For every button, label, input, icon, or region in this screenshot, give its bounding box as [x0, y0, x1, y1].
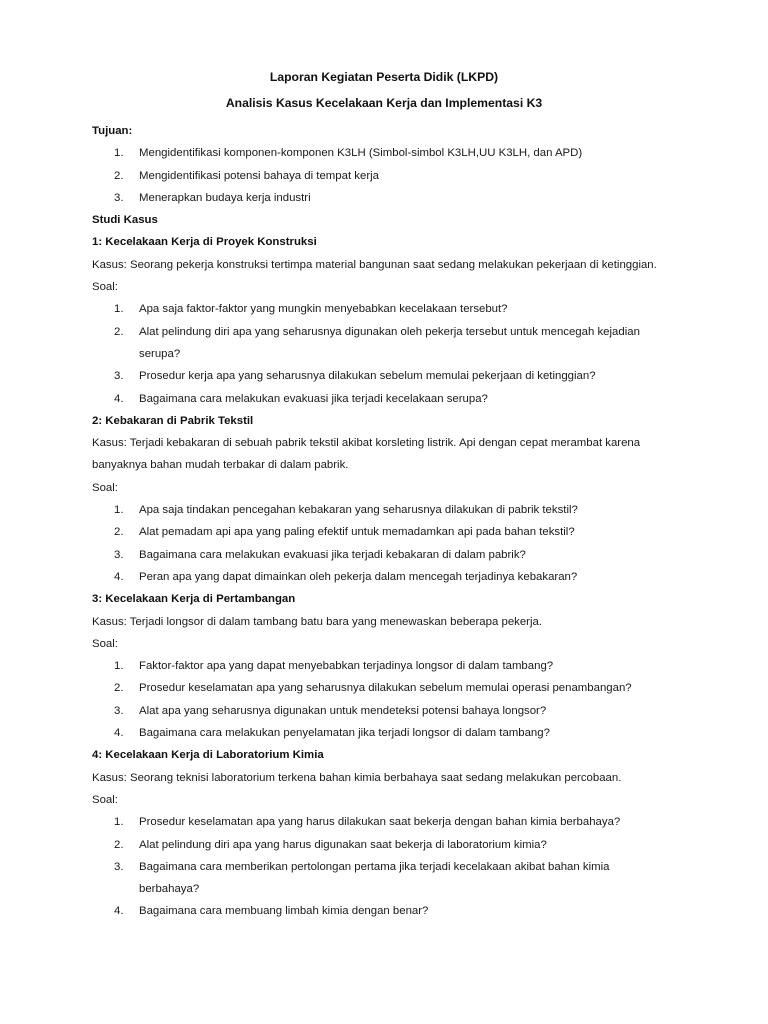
question-item	[92, 655, 692, 677]
question-text: Prosedur keselamatan apa yang harus dilakukan saat bekerja dengan bahan kimia berbahaya?	[139, 816, 621, 829]
question-number: 4.	[114, 570, 124, 583]
soal-label: Soal:	[92, 637, 118, 650]
question-number: 2.	[114, 526, 124, 539]
case-section	[92, 231, 692, 409]
question-text: Bagaimana cara membuang limbah kimia dengan benar?	[139, 905, 429, 918]
question-number: 1.	[114, 504, 124, 517]
question-item	[92, 811, 692, 833]
question-text-continued: serupa?	[139, 347, 181, 360]
list-number: 1.	[114, 147, 124, 160]
list-item	[92, 165, 692, 187]
question-item	[92, 677, 692, 699]
question-text: Peran apa yang dapat dimainkan oleh pekerja dalam mencegah terjadinya kebakaran?	[139, 570, 578, 583]
question-text: Apa saja tindakan pencegahan kebakaran yang seharusnya dilakukan di pabrik tekstil?	[139, 504, 578, 517]
question-number: 4.	[114, 905, 124, 918]
question-number: 4.	[114, 727, 124, 740]
question-item	[92, 834, 692, 856]
list-number: 2.	[114, 169, 124, 182]
question-item	[92, 521, 692, 543]
question-text: Prosedur keselamatan apa yang seharusnya dilakukan sebelum memulai operasi penambangan?	[139, 682, 632, 695]
soal-label: Soal:	[92, 481, 118, 494]
case-section	[92, 588, 692, 744]
case-heading: 3: Kecelakaan Kerja di Pertambangan	[92, 593, 296, 606]
list-text: Mengidentifikasi komponen-komponen K3LH (Simbol-simbol K3LH,UU K3LH, dan APD)	[139, 147, 583, 160]
question-item	[92, 365, 692, 387]
question-item	[92, 321, 692, 343]
question-item	[92, 499, 692, 521]
question-number: 4.	[114, 392, 124, 405]
question-number: 2.	[114, 325, 124, 338]
question-number: 3.	[114, 370, 124, 383]
question-text: Faktor-faktor apa yang dapat menyebabkan terjadinya longsor di dalam tambang?	[139, 660, 554, 673]
case-description: Kasus: Terjadi longsor di dalam tambang batu bara yang menewaskan beberapa pekerja.	[92, 615, 543, 628]
case-section	[92, 744, 692, 922]
question-number: 3.	[114, 548, 124, 561]
document-title: Laporan Kegiatan Peserta Didik (LKPD)	[269, 70, 499, 84]
list-text: Mengidentifikasi potensi bahaya di tempat kerja	[139, 169, 379, 182]
question-number: 2.	[114, 838, 124, 851]
question-number: 3.	[114, 860, 124, 873]
question-text: Prosedur kerja apa yang seharusnya dilakukan sebelum memulai pekerjaan di ketinggian?	[139, 370, 596, 383]
question-item	[92, 856, 692, 878]
question-item	[92, 722, 692, 744]
case-heading: 4: Kecelakaan Kerja di Laboratorium Kimia	[92, 749, 324, 762]
tujuan-list	[92, 142, 692, 209]
case-heading: 1: Kecelakaan Kerja di Proyek Konstruksi	[92, 236, 317, 249]
question-text: Bagaimana cara melakukan evakuasi jika terjadi kecelakaan serupa?	[139, 392, 488, 405]
question-text: Alat pemadam api apa yang paling efektif untuk memadamkan api pada bahan tekstil?	[139, 526, 575, 539]
question-text: Bagaimana cara melakukan penyelamatan jika terjadi longsor di dalam tambang?	[139, 727, 550, 740]
list-number: 3.	[114, 191, 124, 204]
question-text: Alat pelindung diri apa yang seharusnya digunakan oleh pekerja tersebut untuk mencegah kejadian	[139, 325, 640, 338]
case-description-continued: banyaknya bahan mudah terbakar di dalam pabrik.	[92, 459, 349, 472]
question-number: 1.	[114, 816, 124, 829]
question-text: Bagaimana cara melakukan evakuasi jika terjadi kebakaran di dalam pabrik?	[139, 548, 526, 561]
document-subtitle: Analisis Kasus Kecelakaan Kerja dan Implementasi K3	[225, 96, 543, 110]
list-item	[92, 142, 692, 164]
question-number: 1.	[114, 303, 124, 316]
list-item	[92, 187, 692, 209]
question-text: Alat pelindung diri apa yang harus digunakan saat bekerja di laboratorium kimia?	[139, 838, 547, 851]
question-item	[92, 700, 692, 722]
studi-kasus-heading: Studi Kasus	[92, 214, 158, 227]
case-section	[92, 410, 692, 588]
list-text: Menerapkan budaya kerja industri	[139, 191, 311, 204]
question-item	[92, 566, 692, 588]
document-body	[92, 120, 692, 923]
case-description: Kasus: Seorang teknisi laboratorium terkena bahan kimia berbahaya saat sedang melakukan percobaan.	[92, 771, 622, 784]
question-number: 1.	[114, 660, 124, 673]
question-number: 3.	[114, 704, 124, 717]
question-text: Apa saja faktor-faktor yang mungkin menyebabkan kecelakaan tersebut?	[139, 303, 508, 316]
tujuan-heading: Tujuan:	[92, 125, 133, 137]
question-item	[92, 900, 692, 922]
question-number: 2.	[114, 682, 124, 695]
question-item	[92, 388, 692, 410]
soal-label: Soal:	[92, 281, 118, 294]
question-text: Bagaimana cara memberikan pertolongan pertama jika terjadi kecelakaan akibat bahan kimia	[139, 860, 610, 873]
question-item	[92, 298, 692, 320]
case-description: Kasus: Seorang pekerja konstruksi tertimpa material bangunan saat sedang melakukan pekerjaan di ketinggian.	[92, 258, 657, 271]
case-heading: 2: Kebakaran di Pabrik Tekstil	[92, 414, 254, 427]
case-description: Kasus: Terjadi kebakaran di sebuah pabrik tekstil akibat korsleting listrik. Api dengan cepat merambat karena	[92, 437, 641, 450]
question-text: Alat apa yang seharusnya digunakan untuk mendeteksi potensi bahaya longsor?	[139, 704, 547, 717]
question-text-continued: berbahaya?	[139, 883, 200, 896]
soal-label: Soal:	[92, 793, 118, 806]
question-item	[92, 544, 692, 566]
